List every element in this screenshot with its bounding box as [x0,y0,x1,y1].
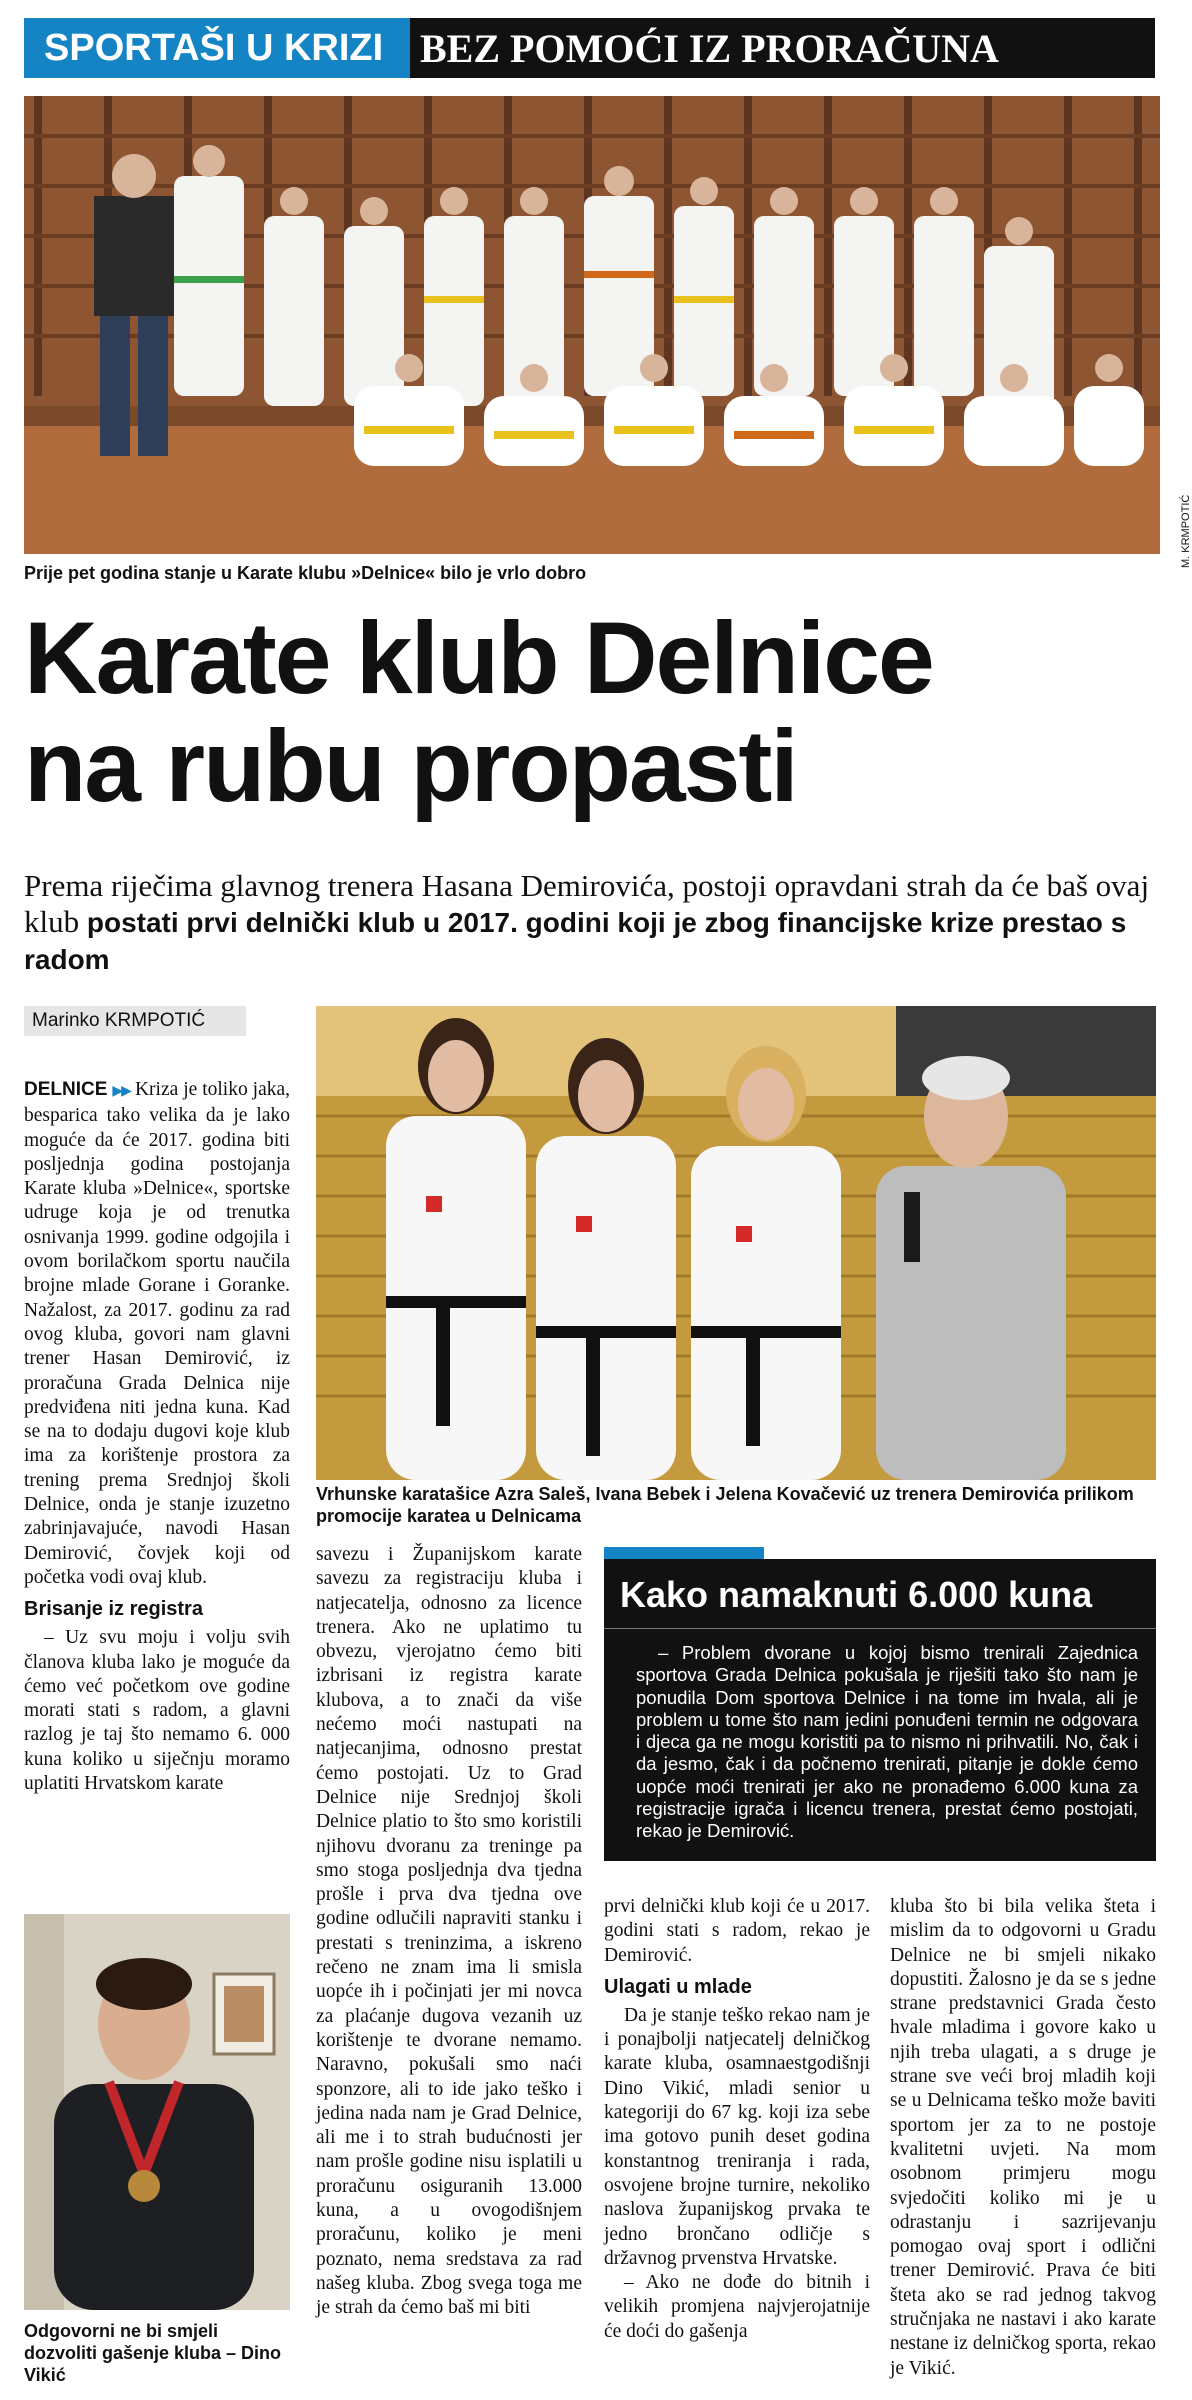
article-paragraph: – Uz svu moju i volju svih članova kluba lako je moguće da ćemo već početkom ove godine morati stati s radom, a glavni razlog je taj što nemamo 6. 000 kuna koliko u siječnju moramo uplatiti Hrvatskom karate [24,1627,290,1795]
top-photo-caption: Prije pet godina stanje u Karate klubu »Delnice« bilo je vrlo dobro [24,563,587,583]
headline-line-2: na rubu propasti [24,709,797,823]
section-kicker: SPORTAŠI U KRIZI [24,18,410,78]
article-paragraph: kluba što bi bila velika šteta i mislim da to odgovorni u Gradu Delnice ne bi smjeli nikako dopustiti. Žalosno je da se s jedne strane predstavnici Grada često hvale mladima i govore kako u njih treba ulagati, a s druge je strane sve veći broj mladih koji se u Delnicama teško može baviti sportom jer za to ne postoje kvalitetni uvjeti. Na mom osobnom primjeru mogu svjedočiti koliko mi je u odrastanju i sazrijevanju pomogao ovaj sport i odlični trener Demirović. Prava će biti šteta ako se rad jednog takvog stručnjaka ne nastavi i ako karate nestane iz delničkog sporta, rekao je Vikić. [890,1896,1156,2379]
subheading-brisanje: Brisanje iz registra [24,1598,203,1621]
subheading-ulagati: Ulagati u mlade [604,1975,752,1998]
headline [24,601,1164,823]
middle-photo [316,1006,1156,1480]
byline: Marinko KRMPOTIĆ [24,1006,246,1036]
article-paragraph: savezu i Županijskom karate savezu za registraciju kluba i natjecatelja, odnosno za licence trenera. Ako ne uplatimo tu obvezu, vjerojatno ćemo biti izbrisani iz registra karate klubova, a to znači da više nećemo moći nastupati na natjecanjima, odnosno prestat ćemo postojati. Uz to Grad Delnice nije Srednjoj školi Delnice platio to što smo koristili njihovu dvoranu za treninge pa smo stoga posljednja dva tjedna prošle i prva dva tjedna ove godine odlučili napraviti stanku i prestati s treninzima, a iskreno rečeno ne znam ima li smisla uopće ih i počinjati jer mi novca za plaćanje dugova vezanih uz korištenje te dvorane nemamo. Naravno, pokušali smo naći sponzore, ali to ide jako teško i jedina nada nam je Grad Delnice, ali me i to strah budućnosti jer nam prošle godine nisu isplatili u proračunu osiguranih 13.000 kuna, a u ovogodišnjem proračunu, koliko je meni poznato, nema sredstava za rad našeg kluba. Zbog svega toga me je strah da ćemo baš mi biti [316,1544,582,2319]
article-column-1 [24,1078,290,1796]
section-title: BEZ POMOĆI IZ PRORAČUNA [420,26,999,71]
dateline-arrows-icon: ▶▶ [112,1084,131,1099]
top-photo [24,96,1160,554]
portrait-caption: Odgovorni ne bi smjeli dozvoliti gašenje kluba – Dino Vikić [24,2321,282,2385]
article-column-3 [604,1895,870,2344]
deck-bold: postati prvi delnički klub u 2017. godini koji je zbog financijske krize prestao s radom [24,907,1127,975]
portrait-photo [24,1914,290,2310]
photo-credit: M. KRMPOTIĆ [1180,494,1192,568]
article-column-4 [890,1895,1156,2381]
middle-photo-caption: Vrhunske karatašice Azra Saleš, Ivana Bebek i Jelena Kovačević uz trenera Demirovića prilikom promocije karatea u Delnicama [316,1484,1134,1526]
deck-plain: Prema riječima glavnog trenera Hasana Demirovića, postoji opravdani strah da će baš ovaj klub [24,868,1150,939]
article-column-2 [316,1543,582,2321]
box-title: Kako namaknuti 6.000 kuna [620,1574,1093,1615]
dateline: DELNICE [24,1079,108,1100]
headline-line-1: Karate klub Delnice [24,601,933,715]
article-paragraph: Da je stanje teško rekao nam je i ponajbolji natjecatelj delničkog karate kluba, osamnaestgodišnji Dino Vikić, mladi senior u kategoriji do 67 kg. koji iza sebe ima gotovo punih deset godina konstantnog treniranja i rada, osvojene brojne turnire, nekoliko naslova županijskog prvaka te jedno brončano odličje s državnog prvenstva Hrvatske. [604,2004,870,2269]
article-paragraph: DELNICE ▶▶ Kriza je toliko jaka, besparica tako velika da je lako moguće da će 2017. godina biti posljednja godina postojanja Karate kluba »Delnice«, sportske udruge koja je od trenutka osnivanja 1999. godine odgojila i ovom borilačkom sportu naučila brojne mlade Gorane i Goranke. Nažalost, za 2017. godinu za rad ovog kluba, govori nam glavni trener Hasan Demirović, iz proračuna Grada Delnica nije predviđena niti jedna kuna. Kad se na to dodaju dugovi koje klub ima za korištenje prostora za trening prema Srednjoj školi Delnice, onda je stanje izuzetno zabrinjavajuće, navodi Hasan Demirović, čovjek koji od početka vodi ovaj klub. [24,1079,290,1588]
article-paragraph: prvi delnički klub koji će u 2017. godini stati s radom, rekao je Demirović. [604,1896,870,1966]
deck [24,868,1164,978]
box-text: – Problem dvorane u kojoj bismo trenirali Zajednica sportova Grada Delnica pokušala je riješiti tako što nam je ponudila Dom sportova Delnice i na tome im hvala, ali je problem u tome što nam jedini ponuđeni termin ne odgovara i djeca ga ne mogu koristiti pa to nismo ni prihvatili. No, čak i da jesmo, čak i da počnemo trenirati, pitanje je dokle ćemo uopće moći trenirati jer ako ne pronađemo 6.000 kuna za registracije igrača i licencu trenera, prestat ćemo postojati, rekao je Demirović. [636,1642,1138,1842]
article-paragraph: – Ako ne dođe do bitnih i velikih promjena najvjerojatnije će doći do gašenja [604,2272,870,2342]
box-divider [604,1628,1156,1629]
box-accent-bar [604,1547,764,1559]
